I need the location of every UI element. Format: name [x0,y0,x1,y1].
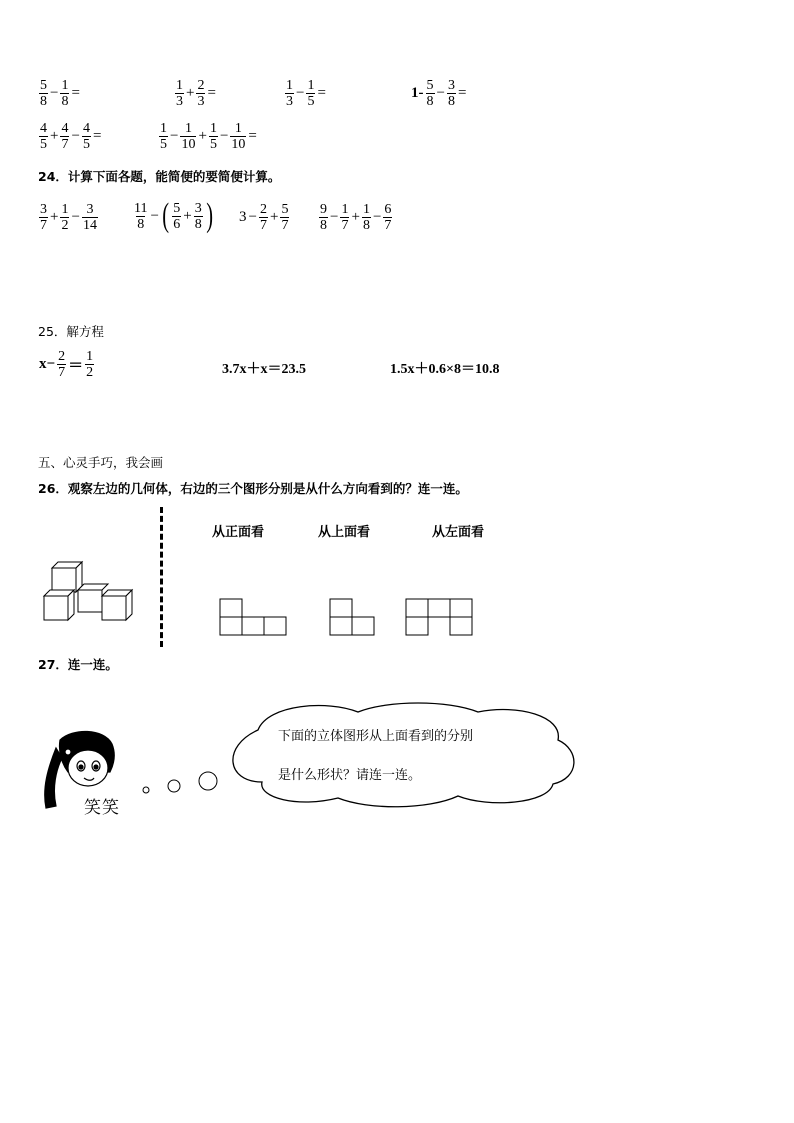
equals-sign: = [71,85,80,101]
question-27-title: 27．连一连。 [38,657,118,672]
cloud-text-line-1: 下面的立体图形从上面看到的分别 [278,729,474,744]
operator: + [269,209,279,225]
question-24-title: 24．计算下面各题，能简便的要简便计算。 [38,169,281,184]
operator: + [183,207,192,224]
operator: + [50,128,59,144]
operator: − [50,85,59,101]
expression-row1-1 [38,78,81,109]
q25-equation-2: 3.7x＋x＝23.5 [222,362,306,377]
fraction: $\frac{4}{5}$ [82,121,90,152]
fraction: $\frac{3}{7}$ [40,202,47,233]
expression-row2-2 [158,121,258,152]
character-name-label: 笑笑 [84,798,120,818]
operator: − [71,209,80,225]
fraction: $\frac{4}{7}$ [61,121,69,152]
fraction: $\frac{5}{6}$ [173,200,181,232]
view-shape-b [329,598,377,638]
cube-front-face [52,568,76,592]
view-shape-c [405,598,475,638]
operator: − [170,128,179,144]
label-front-view: 从正面看 [212,525,265,540]
fraction: $\frac{1}{2}$ [61,202,69,233]
cube-top-face [78,584,108,590]
equals-sign: = [207,85,216,101]
question-25-title: 25．解方程 [38,324,104,339]
operator: + [351,209,360,225]
expression-row1-3 [284,78,327,109]
fraction: $\frac{5}{7}$ [281,202,289,233]
fraction: $\frac{1}{10}$ [231,121,246,152]
fraction: $\frac{2}{7}$ [259,202,267,233]
equals-sign: = [317,85,326,101]
fraction: $\frac{4}{5}$ [40,121,47,152]
operator: − [372,209,382,225]
cube-front-face [44,596,68,620]
fraction: $\frac{11}{8}$ [134,200,148,232]
expression-row1-4 [410,78,467,109]
fraction: $\frac{1}{3}$ [176,78,183,109]
operator: + [50,209,59,225]
cube-solid-figure [40,560,142,626]
q25-equation-1 [38,349,95,380]
fraction: $\frac{1}{10}$ [181,121,196,152]
q24-expression-4 [318,202,393,233]
leading-term: x− [39,356,56,372]
fraction: $\frac{1}{8}$ [362,202,370,233]
operator: − [296,85,305,101]
operator: − [150,207,159,224]
q24-expression-2 [132,199,215,233]
fraction: $\frac{1}{2}$ [86,349,94,380]
fraction: $\frac{1}{8}$ [61,78,69,109]
fraction: $\frac{1}{5}$ [209,121,217,152]
fraction: $\frac{6}{7}$ [384,202,392,233]
label-top-view: 从上面看 [318,525,371,540]
fraction: $\frac{1}{5}$ [160,121,167,152]
operator: + [198,128,207,144]
q24-expression-1 [38,202,99,233]
label-left-view: 从左面看 [432,525,485,540]
operator: + [186,85,195,101]
fraction: $\frac{1}{3}$ [286,78,293,109]
q25-equation-3: 1.5x＋0.6×8＝10.8 [390,362,500,377]
leading-term: 3 [239,209,247,225]
speech-cloud [218,700,584,810]
question-26-title: 26．观察左边的几何体，右边的三个图形分别是从什么方向看到的？连一连。 [38,481,468,496]
operator: − [71,128,80,144]
q24-expression-3 [238,202,290,233]
fraction: $\frac{1}{5}$ [307,78,315,109]
fraction: $\frac{3}{14}$ [82,202,97,233]
cube-side-face [68,590,74,620]
operator: − [248,209,257,225]
cube-front-face [78,590,102,612]
equals-sign: ＝ [68,358,84,374]
cube-side-face [126,590,132,620]
fraction: $\frac{2}{3}$ [197,78,205,109]
operator: − [219,128,229,144]
view-shape-a [219,598,289,638]
left-parenthesis: ( [162,197,170,234]
fraction: $\frac{9}{8}$ [320,202,327,233]
cloud-text-line-2: 是什么形状？请连一连。 [278,768,422,783]
operator: − [436,85,445,101]
thought-bubbles [140,768,220,798]
fraction: $\frac{5}{8}$ [426,78,434,109]
fraction: $\frac{3}{8}$ [447,78,455,109]
right-parenthesis: ) [206,197,213,234]
cube-front-face [102,596,126,620]
equals-sign: = [457,85,467,101]
leading-term: 1- [411,85,424,101]
equals-sign: = [92,128,102,144]
dashed-divider [160,507,163,647]
expression-row1-2 [174,78,217,109]
section-5-title: 五、心灵手巧，我会画 [38,455,164,470]
fraction: $\frac{2}{7}$ [58,349,66,380]
expression-row2-1 [38,121,102,152]
equals-sign: = [248,128,257,144]
fraction: $\frac{3}{8}$ [194,200,202,232]
operator: − [330,209,339,225]
fraction: $\frac{1}{7}$ [341,202,349,233]
fraction: $\frac{5}{8}$ [40,78,47,109]
